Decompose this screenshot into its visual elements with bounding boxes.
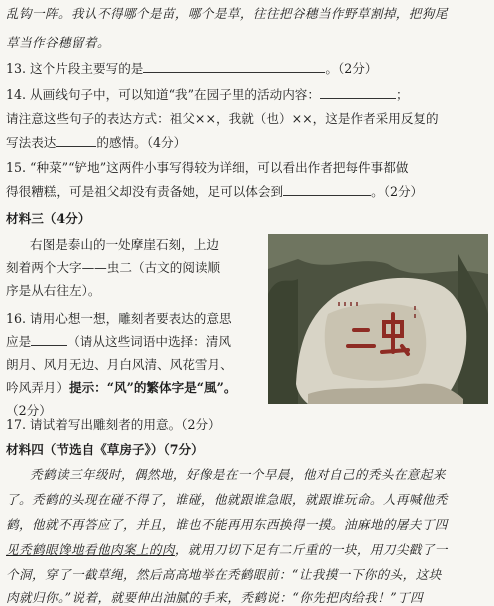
question-16-l2a: 应是 [6,334,32,349]
question-16-hint: 提示：“风”的繁体字是“風”。 [68,380,237,395]
question-16-line-1: 16. 请用心想一想，雕刻者要表达的意思 [6,311,232,326]
question-15-tail: 。（2分） [371,184,424,199]
answer-blank-15[interactable] [283,183,371,196]
material-4-line-2: 了。秃鹤的头现在碰不得了，谁碰，他就跟谁急眼，就跟谁玩命。人再喊他秃 [6,492,448,507]
question-14-semicolon: ； [395,87,409,102]
answer-blank-14b[interactable] [56,134,96,147]
question-17: 17. 请试着写出雕刻者的用意。（2分） [6,417,221,432]
material-4-heading: 材料四（节选自《草房子》）（7分） [6,442,204,457]
question-14-text: 14. 从画线句子中，可以知道“我”在园子里的活动内容： [6,87,320,102]
question-16-line-3: 朗月、风月无边、月白风清、风花雪月、 [6,357,233,372]
passage-line-2: 草当作谷穗留着。 [6,35,110,50]
material-4-line-3: 鹤，他就不再答应了，并且，谁也不能再用东西换得一摸。油麻地的屠夫丁四 [6,517,448,532]
taishan-stone-carving-photo [268,234,488,404]
question-14-line-3 [6,134,488,151]
material-4-line-1: 秃鹤读三年级时，偶然地，好像是在一个早晨，他对自己的秃头在意起来 [30,467,446,482]
material-3-heading: 材料三（4分） [6,211,91,226]
material-4-line-4 [6,541,488,558]
material-4-l4b: ，就用刀切下足有二斤重的一块，用刀尖戳了一 [174,542,448,557]
question-14-line-2: 请注意这些句子的表达方式：祖父××，我就（也）××，这是作者采用反复的 [6,111,439,126]
material-3-line-3: 序是从右往左）。 [6,283,101,298]
question-16-line-4 [6,379,264,396]
material-3-line-1: 右图是泰山的一处摩崖石刻，上边 [30,237,219,252]
question-14-l3a: 写法表达 [6,135,57,150]
material-3-line-2: 刻着两个大字——虫二（古文的阅读顺 [6,260,221,275]
passage-line-1: 乱钩一阵。我认不得哪个是苗，哪个是草，往往把谷穗当作野草割掉，把狗尾 [6,6,448,21]
material-4-line-6: 肉就归你。”说着，就要伸出油腻的手来，秃鹤说：“你先把肉给我！”丁四 [6,590,424,605]
material-4-line-5: 个洞，穿了一截草绳，然后高高地举在秃鹤眼前：“让我摸一下你的头，这块 [6,567,442,582]
answer-blank-16[interactable] [31,333,67,346]
answer-blank-14a[interactable] [320,86,396,99]
question-14-line-1 [6,86,488,103]
question-13-text: 13. 这个片段主要写的是 [6,61,144,76]
underlined-sentence: 见秃鹤眼馋地看他肉案上的肉 [6,542,175,557]
question-16-l2b: （请从这些词语中选择：清风 [67,334,231,349]
question-14-l3b: 的感情。（4分） [96,135,187,150]
question-15-text: 得很糟糕，可是祖父却没有责备她，足可以体会到 [6,184,284,199]
question-13 [6,60,488,77]
question-16-line-5: （2分） [6,403,52,418]
question-13-tail: 。（2分） [325,61,378,76]
question-15-line-1: 15. “种菜”“铲地”这两件小事写得较为详细，可以看出作者把每件事都做 [6,160,409,175]
question-16-line-2 [6,333,264,350]
question-16-l4a: 吟风弄月） [6,380,69,395]
answer-blank-13[interactable] [143,60,325,73]
question-15-line-2 [6,183,488,200]
